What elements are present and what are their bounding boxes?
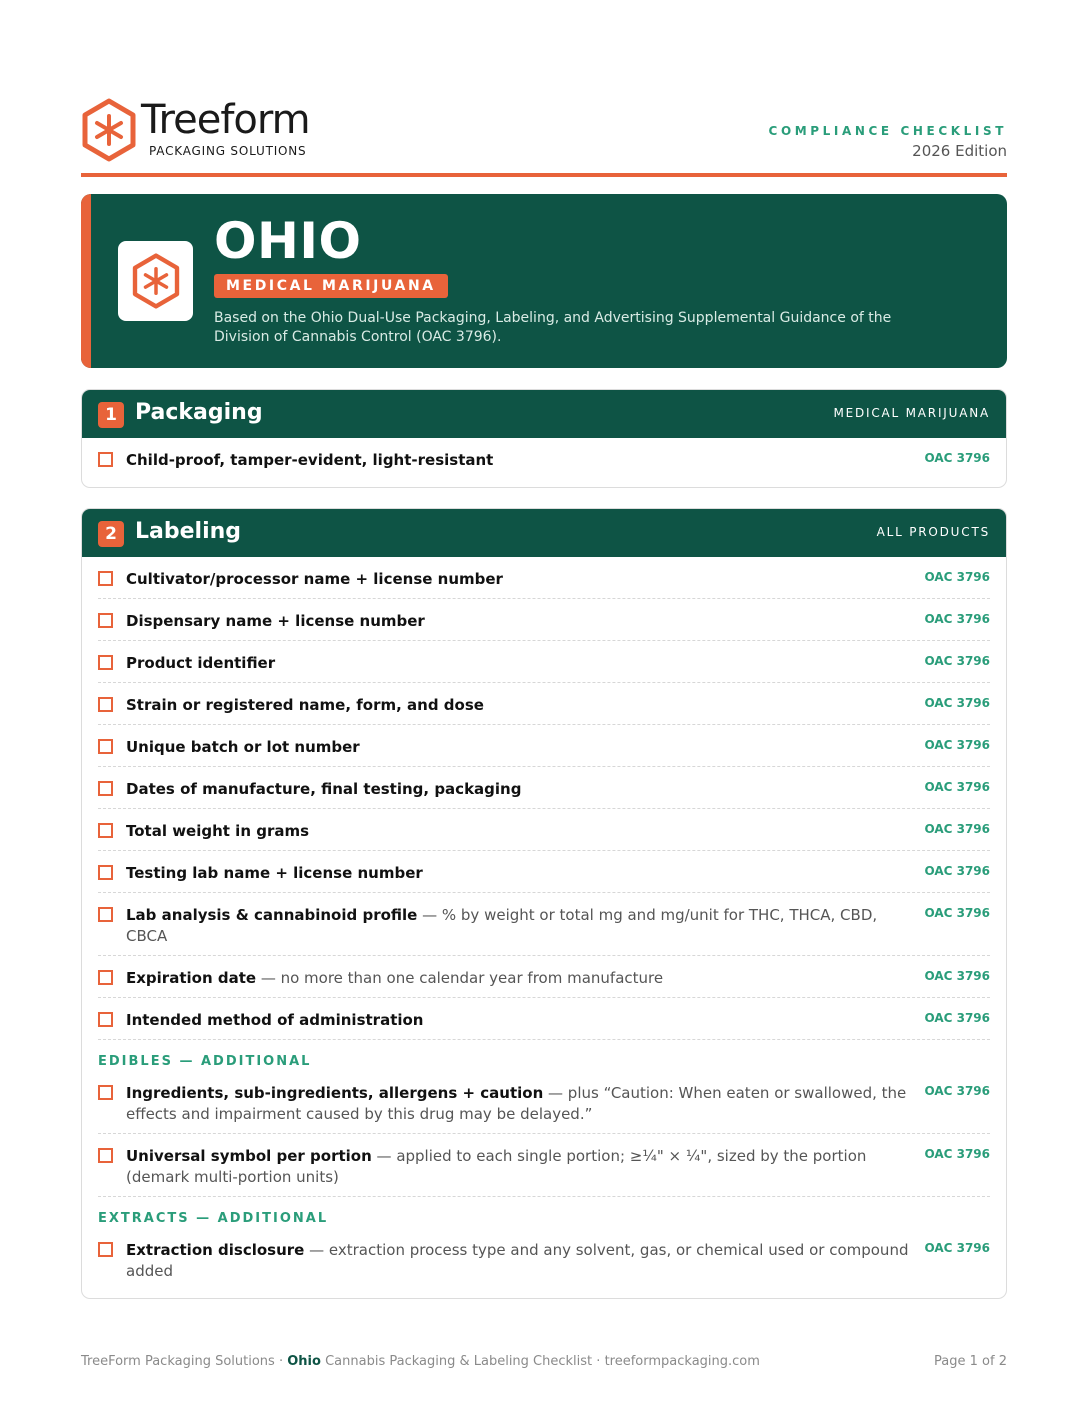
brand-subtitle: PACKAGING SOLUTIONS <box>149 144 307 158</box>
checkbox[interactable] <box>98 781 113 796</box>
item-text <box>126 1010 924 1031</box>
item-label: Testing lab name + license number <box>126 864 423 882</box>
item-detail: — % by weight or total mg and mg/unit for THC, THCA, CBD, CBCA <box>126 906 878 945</box>
item-reference: OAC 3796 <box>924 822 990 836</box>
section-tag: ALL PRODUCTS <box>876 525 990 539</box>
item-text <box>126 821 924 842</box>
item-text <box>126 695 924 716</box>
treeform-logo-icon <box>81 98 137 162</box>
checkbox[interactable] <box>98 970 113 985</box>
item-label: Unique batch or lot number <box>126 738 360 756</box>
item-text <box>126 863 924 884</box>
treeform-badge-icon <box>131 253 181 309</box>
checkbox[interactable] <box>98 907 113 922</box>
item-label: Intended method of administration <box>126 1011 424 1029</box>
item-reference: OAC 3796 <box>924 654 990 668</box>
item-label: Universal symbol per portion <box>126 1147 372 1165</box>
footer-company: TreeForm Packaging Solutions <box>81 1354 275 1369</box>
checkbox[interactable] <box>98 823 113 838</box>
checkbox[interactable] <box>98 452 113 467</box>
program-pill: MEDICAL MARIJUANA <box>214 274 448 298</box>
footer-state: Ohio <box>287 1354 321 1369</box>
item-reference: OAC 3796 <box>924 864 990 878</box>
checkbox[interactable] <box>98 1242 113 1257</box>
checklist-item <box>98 725 990 767</box>
item-reference: OAC 3796 <box>924 969 990 983</box>
item-reference: OAC 3796 <box>924 1084 990 1098</box>
checkbox[interactable] <box>98 865 113 880</box>
checklist-item <box>98 956 990 998</box>
item-label: Child-proof, tamper-evident, light-resistant <box>126 451 494 469</box>
item-label: Extraction disclosure <box>126 1241 305 1259</box>
checklist-item <box>98 1134 990 1197</box>
checklist-item <box>98 809 990 851</box>
item-text <box>126 1240 924 1282</box>
item-text <box>126 653 924 674</box>
item-reference: OAC 3796 <box>924 451 990 465</box>
checkbox[interactable] <box>98 697 113 712</box>
item-label: Dates of manufacture, final testing, packaging <box>126 780 522 798</box>
checklist-item <box>98 683 990 725</box>
section-title: Labeling <box>135 519 242 544</box>
checklist-item <box>98 893 990 956</box>
hero-description: Based on the Ohio Dual-Use Packaging, Labeling, and Advertising Supplemental Guidance of the Division of Cannabis Control (OAC 3796). <box>214 310 892 345</box>
hero-badge <box>118 241 193 321</box>
checklist-item <box>98 1228 990 1298</box>
checkbox[interactable] <box>98 613 113 628</box>
checkbox[interactable] <box>98 1085 113 1100</box>
hero-accent-stripe <box>81 194 91 368</box>
footer-doc: Cannabis Packaging & Labeling Checklist <box>325 1354 593 1369</box>
section-labeling <box>81 508 1007 1299</box>
footer-separator: · <box>596 1354 601 1369</box>
item-detail: — no more than one calendar year from manufacture <box>256 969 664 987</box>
item-label: Product identifier <box>126 654 276 672</box>
item-reference: OAC 3796 <box>924 1011 990 1025</box>
item-detail: — plus “Caution: When eaten or swallowed, the effects and impairment caused by this drug may be delayed.” <box>126 1084 907 1123</box>
item-text <box>126 905 924 947</box>
item-label: Strain or registered name, form, and dose <box>126 696 484 714</box>
checkbox[interactable] <box>98 1012 113 1027</box>
item-reference: OAC 3796 <box>924 612 990 626</box>
checklist-item <box>98 851 990 893</box>
item-text <box>126 1083 924 1125</box>
brand-logo <box>81 98 310 162</box>
section-tag: MEDICAL MARIJUANA <box>833 406 990 420</box>
item-reference: OAC 3796 <box>924 1147 990 1161</box>
section-number: 2 <box>98 521 124 547</box>
item-label: Dispensary name + license number <box>126 612 425 630</box>
state-title: OHIO <box>214 212 362 270</box>
item-text <box>126 779 924 800</box>
checkbox[interactable] <box>98 655 113 670</box>
page-header <box>81 98 1007 178</box>
item-text <box>126 737 924 758</box>
item-text <box>126 611 924 632</box>
checklist-item <box>98 641 990 683</box>
item-reference: OAC 3796 <box>924 780 990 794</box>
checkbox[interactable] <box>98 571 113 586</box>
item-text <box>126 450 924 471</box>
item-detail: — extraction process type and any solvent, gas, or chemical used or compound added <box>126 1241 909 1280</box>
item-label: Lab analysis & cannabinoid profile <box>126 906 418 924</box>
checkbox[interactable] <box>98 1148 113 1163</box>
checklist-item <box>98 438 990 487</box>
checkbox[interactable] <box>98 739 113 754</box>
section-number: 1 <box>98 402 124 428</box>
item-label: Expiration date <box>126 969 257 987</box>
item-text <box>126 1146 924 1188</box>
item-reference: OAC 3796 <box>924 906 990 920</box>
state-hero-banner <box>81 194 1007 368</box>
item-label: Cultivator/processor name + license number <box>126 570 503 588</box>
checklist-item <box>98 599 990 641</box>
item-text <box>126 569 924 590</box>
section-header <box>82 509 1006 557</box>
section-packaging <box>81 389 1007 488</box>
checklist-item <box>98 557 990 599</box>
item-reference: OAC 3796 <box>924 696 990 710</box>
page-footer <box>81 1354 1007 1369</box>
footer-separator: · <box>278 1354 284 1369</box>
subsection-heading: EDIBLES — ADDITIONAL <box>98 1054 312 1069</box>
section-title: Packaging <box>135 400 263 425</box>
item-reference: OAC 3796 <box>924 1241 990 1255</box>
item-text <box>126 968 924 989</box>
item-reference: OAC 3796 <box>924 570 990 584</box>
subsection-heading: EXTRACTS — ADDITIONAL <box>98 1211 329 1226</box>
item-reference: OAC 3796 <box>924 738 990 752</box>
brand-name: Treeform <box>141 97 310 143</box>
checklist-item <box>98 767 990 809</box>
item-detail: — applied to each single portion; ≥¼" × ¼", sized by the portion (demark multi-portion units) <box>126 1147 867 1186</box>
header-edition: 2026 Edition <box>912 142 1007 160</box>
header-divider <box>81 173 1007 177</box>
item-label: Ingredients, sub-ingredients, allergens + caution <box>126 1084 544 1102</box>
page-number: Page 1 of 2 <box>934 1354 1007 1369</box>
item-label: Total weight in grams <box>126 822 310 840</box>
section-header <box>82 390 1006 438</box>
header-kicker: COMPLIANCE CHECKLIST <box>768 124 1007 138</box>
checklist-item <box>98 998 990 1040</box>
footer-site[interactable]: treeformpackaging.com <box>604 1354 760 1369</box>
checklist-item <box>98 1071 990 1134</box>
